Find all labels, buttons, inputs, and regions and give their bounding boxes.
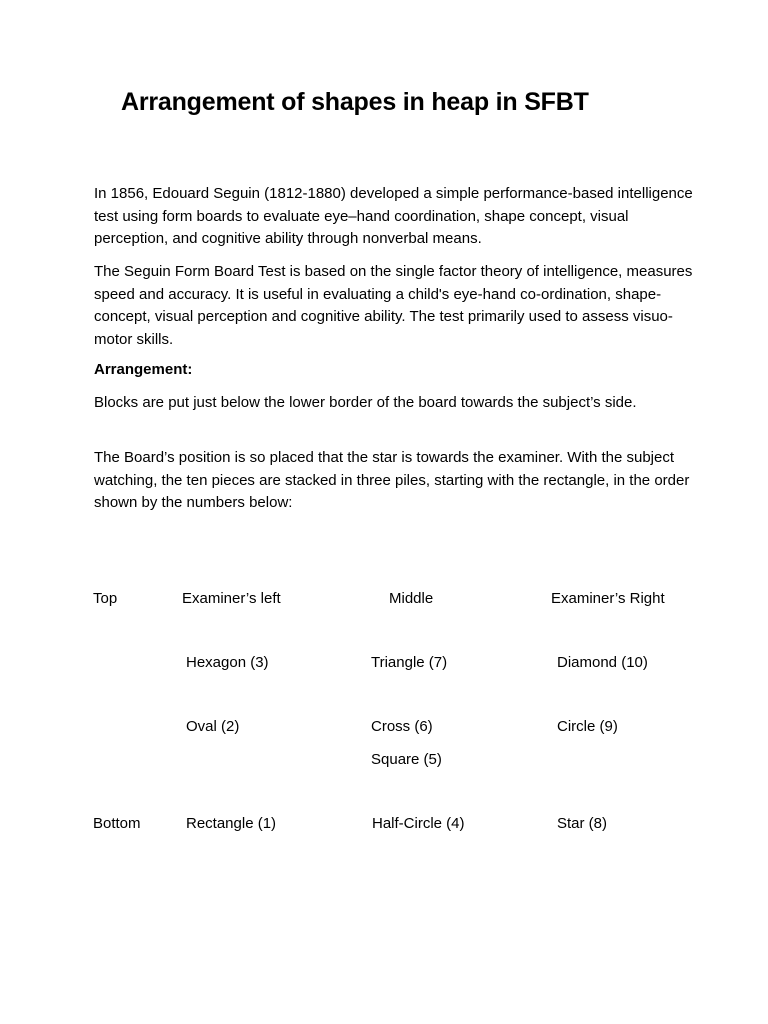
table-cell-half-circle: Half-Circle (4) — [372, 815, 465, 832]
paragraph-blocks: Blocks are put just below the lower border of the board towards the subject’s side. — [94, 394, 637, 411]
table-cell-triangle: Triangle (7) — [371, 654, 448, 671]
table-cell-oval: Oval (2) — [186, 718, 240, 735]
table-cell-rectangle: Rectangle (1) — [186, 815, 277, 832]
paragraph-history: In 1856, Edouard Seguin (1812-1880) developed a simple performance-based intelligence test using form boards to evaluate eye–hand coordination, shape concept, visual perception, and cognitive ability through nonverbal means. — [94, 185, 693, 247]
table-label-bottom: Bottom — [93, 815, 141, 832]
table-header-middle: Middle — [389, 590, 434, 607]
paragraph-description: The Seguin Form Board Test is based on the single factor theory of intelligence, measures speed and accuracy. It is useful in evaluating a child's eye-hand co-ordination, shape-concept, visual perception and cognitive ability. The test primarily used to assess visuo-motor skills. — [94, 263, 693, 348]
page-title: Arrangement of shapes in heap in SFBT — [121, 88, 589, 116]
table-cell-square: Square (5) — [371, 751, 442, 768]
table-cell-circle: Circle (9) — [557, 718, 618, 735]
table-cell-star: Star (8) — [557, 815, 608, 832]
table-header-examiner-left: Examiner’s left — [182, 590, 281, 607]
table-cell-cross: Cross (6) — [371, 718, 433, 735]
arrangement-heading: Arrangement: — [94, 361, 193, 378]
table-cell-hexagon: Hexagon (3) — [186, 654, 269, 671]
table-label-top: Top — [93, 590, 118, 607]
table-header-examiner-right: Examiner’s Right — [551, 590, 665, 607]
table-cell-diamond: Diamond (10) — [557, 654, 648, 671]
paragraph-board-position: The Board’s position is so placed that the star is towards the examiner. With the subject watching, the ten pieces are stacked in three piles, starting with the rectangle, in the order shown by the numbers below: — [94, 449, 690, 511]
